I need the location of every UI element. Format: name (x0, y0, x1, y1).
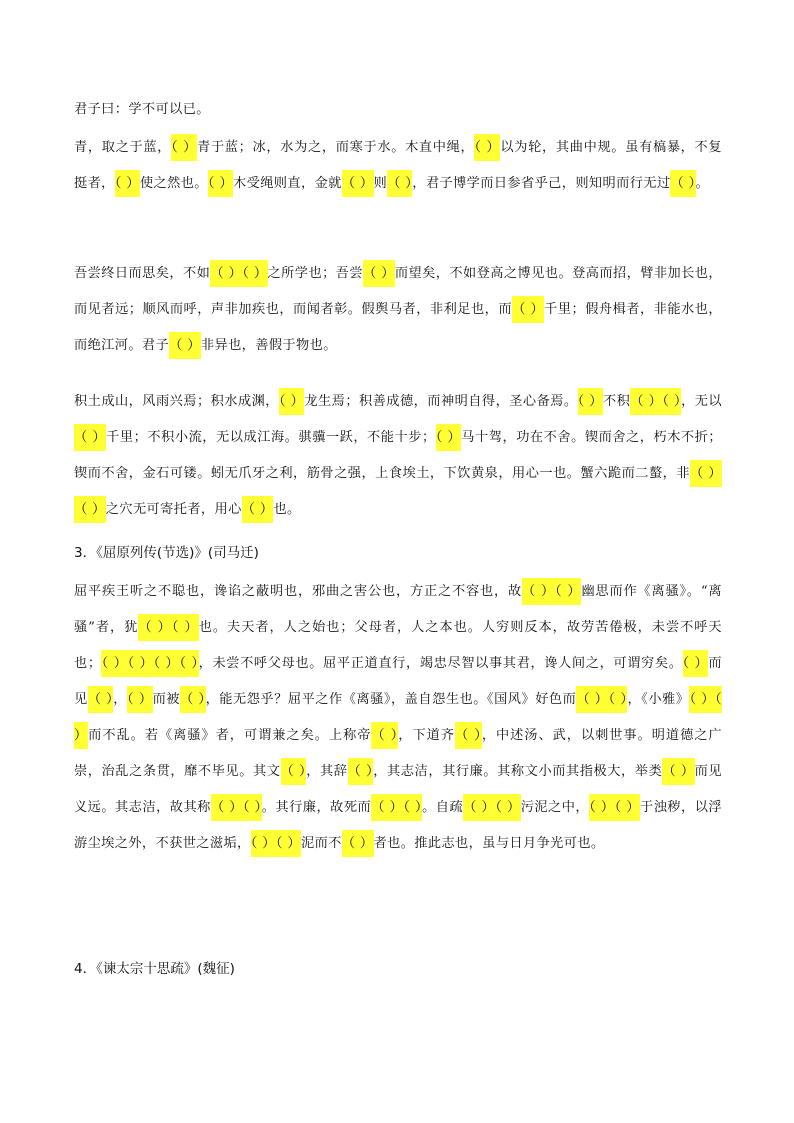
blank-highlight: （ ） (403, 794, 422, 821)
blank-highlight: （ ） (342, 830, 374, 857)
blank-highlight: （ ） (74, 424, 106, 451)
section-heading-quyuan: 3．《屈原列传(节选)》(司马迁) (74, 545, 259, 561)
blank-highlight: （ ） (576, 686, 608, 713)
blank-highlight: （ ） (436, 424, 462, 451)
blank-highlight: （ ） (101, 650, 127, 677)
blank-highlight: （ ） (522, 578, 555, 605)
blank-highlight: （ ） (495, 794, 520, 821)
blank-highlight: （ ） (512, 296, 544, 323)
blank-highlight: （ ） (88, 686, 114, 713)
blank-highlight: （ ） (208, 170, 233, 197)
blank-highlight: （ ） (242, 260, 267, 287)
blank-highlight: （ ） (662, 758, 694, 785)
blank-highlight: （ ） (211, 794, 243, 821)
blank-highlight: （ ） (169, 332, 201, 359)
section-heading-jiantaizong: 4．《谏太宗十思疏》(魏征) (74, 961, 235, 977)
blank-highlight: （ ） (127, 686, 153, 713)
blank-highlight: （ ） (630, 388, 662, 415)
blank-highlight: （ ） (609, 686, 628, 713)
blank-highlight: （ ） (180, 686, 206, 713)
blank-highlight: （ ） (281, 758, 307, 785)
blank-highlight: （ ） (342, 170, 374, 197)
paragraph-quanxue-1: 青，取之于蓝，（ ）青于蓝；冰，水为之，而寒于水。木直中绳，（ ）以为轮，其曲中规。虽有槁暴，不复挺者，（ ）使之然也。（ ）木受绳则直，金就（ ）则（ ），君子博学而日参省乎己，则知明而行无过（ ）。 (74, 130, 722, 202)
blank-highlight: （ ） (690, 460, 722, 487)
blank-highlight: （ ） (251, 830, 276, 857)
blank-highlight: （ ） (689, 686, 715, 713)
blank-highlight: （ ） (348, 758, 374, 785)
blank-highlight: （ ） (387, 170, 412, 197)
blank-highlight: （ ） (555, 578, 581, 605)
blank-highlight: （ ） (474, 134, 500, 161)
blank-highlight: （ ） (371, 722, 398, 749)
blank-highlight: （ ） (74, 496, 106, 523)
blank-highlight: （ ） (279, 388, 304, 415)
blank-highlight: （ ） (578, 388, 603, 415)
blank-highlight: （ ） (115, 170, 140, 197)
blank-highlight: （ ） (179, 650, 198, 677)
paragraph-quanxue-2: 吾尝终日而思矣，不如（ ）（ ）之所学也；吾尝（ ）而望矣，不如登高之博见也。登高而招，臂非加长也，而见者远；顺风而呼，声非加疾也，而闻者彰。假舆马者，非利足也，而（ ）千里；假舟楫者，非能水也，而绝江河。君子（ ）非异也，善假于物也。 (74, 256, 722, 364)
blank-highlight: （ ） (276, 830, 301, 857)
blank-highlight: （ ） (463, 794, 495, 821)
blank-highlight: （ ） (138, 614, 171, 641)
blank-highlight: （ ） (243, 794, 262, 821)
blank-highlight: （ ） (615, 794, 640, 821)
blank-highlight: （ ） (128, 650, 154, 677)
blank-highlight: （ ） (455, 722, 482, 749)
blank-highlight: （ ） (683, 650, 709, 677)
blank-highlight: （ ） (171, 134, 197, 161)
blank-highlight: （ ） (153, 650, 179, 677)
blank-highlight: （ ） (670, 170, 695, 197)
blank-highlight: （ ） (242, 496, 274, 523)
paragraph-quanxue-3: 积土成山，风雨兴焉；积水成渊，（ ）龙生焉；积善成德，而神明自得，圣心备焉。（ ）不积（ ）（ ），无以（ ）千里；不积小流，无以成江海。骐骥一跃，不能十步；（ ）马十驾，功在不舍。锲而舍之，朽木不折；锲而不舍，金石可镂。蚓无爪牙之利，筋骨之强，上食埃土，下饮黄泉，用心一也。蟹六跪而二螯，非（ ）（ ）之穴无可寄托者，用心（ ）也。 (74, 384, 722, 528)
blank-highlight: （ ） (589, 794, 614, 821)
blank-highlight: （ ） (662, 388, 681, 415)
blank-highlight: （ ） (74, 686, 722, 749)
blank-highlight: （ ） (210, 260, 242, 287)
blank-highlight: （ ） (363, 260, 395, 287)
paragraph-quyuan: 屈平疾王听之不聪也，谗谄之蔽明也，邪曲之害公也，方正之不容也，故（ ）（ ）幽思而作《离骚》。“离骚”者，犹（ ）（ ）也。夫天者，人之始也；父母者，人之本也。人穷则反本，故劳苦倦极，未尝不呼天也；（ ）（ ）（ ）（ ），未尝不呼父母也。屈平正道直行，竭忠尽智以事其君，谗人间之，可谓穷矣。（ ）而见（ ），（ ）而被（ ），能无怨乎？屈平之作《离骚》，盖自怨生也。《国风》好色而（ ）（ ），《小雅》（ ）（ ）而不乱。若《离骚》者，可谓兼之矣。上称帝（ ），下道齐（ ），中述汤、武，以刺世事。明道德之广崇，治乱之条贯，靡不毕见。其文（ ），其辞（ ），其志洁，其行廉。其称文小而其指极大，举类（ ）而见义远。其志洁，故其称（ ）（ ）。其行廉，故死而（ ）（ ）。自疏（ ）（ ）污泥之中，（ ）（ ）于浊秽，以浮游尘埃之外，不获世之滋垢，（ ）（ ）泥而不（ ）者也。推此志也，虽与日月争光可也。 (74, 574, 722, 862)
blank-highlight: （ ） (172, 614, 199, 641)
paragraph-quote-intro: 君子曰：学不可以已。 (74, 102, 210, 117)
blank-highlight: （ ） (371, 794, 403, 821)
